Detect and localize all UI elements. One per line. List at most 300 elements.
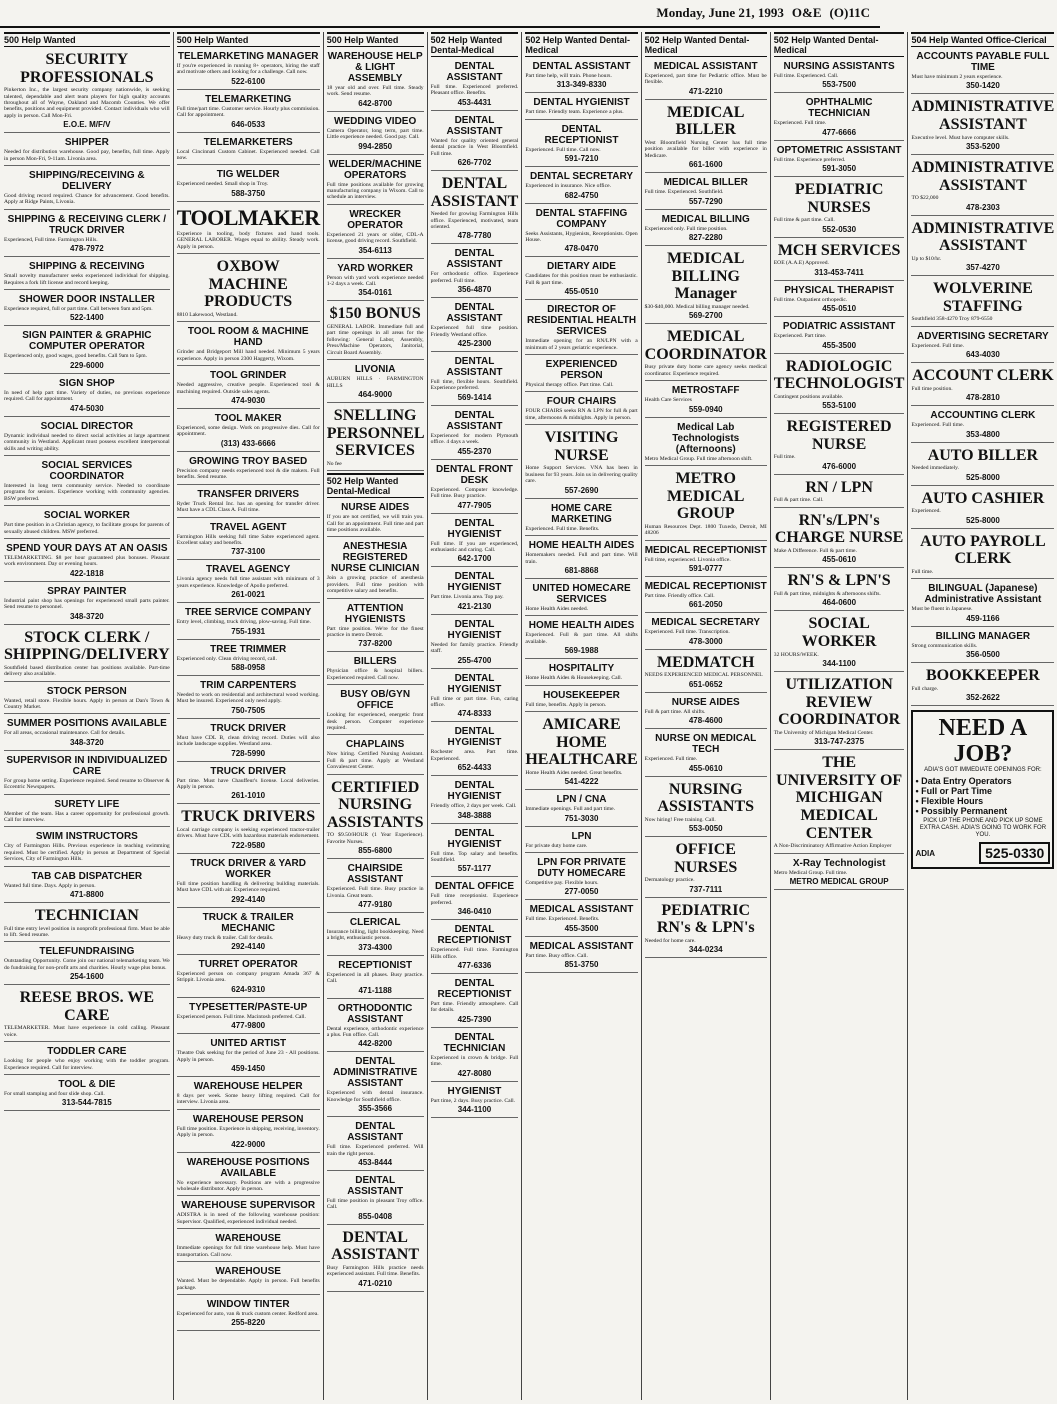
ad-body: If you are not certified, we will train you. Call for an appointment. Full time and part time positions available. [326,514,424,533]
ad-title: SPEND YOUR DAYS AT AN OASIS [6,542,168,554]
ad-body: Wanted for quality oriented general dental practice in West Bloomfield. Full time. [430,137,519,157]
ad-phone: 425-2300 [457,339,492,349]
ad-title: REGISTERED NURSE [786,418,892,453]
classified-ad [645,102,767,173]
ad-phone: 459-1450 [231,1064,266,1074]
ad-title: SNELLING PERSONNEL SERVICES [326,406,425,460]
classified-ad [4,905,170,942]
classified-ad [431,354,519,406]
classified-ad [525,259,637,300]
classified-ad [645,779,767,838]
ad-title: ATTENTION HYGIENISTS [344,602,406,625]
ad-phone: 478-2810 [965,393,1000,403]
classified-ad [4,328,170,373]
ad-title: TOOL GRINDER [210,370,287,382]
ad-phone: 478-4600 [688,716,723,726]
page-number: (O)11C [829,5,870,20]
classified-ad [177,721,320,762]
ad-body: Experienced in insurance. Nice office. [525,183,611,190]
ad-body: For private duty home care. [525,842,588,849]
classified-ad [431,1030,519,1082]
ad-phone: 313-453-7411 [814,267,864,277]
ad-body: Experienced 21 years or older, CDL-A license, good driving record. Southfield. [326,231,424,245]
ad-body: Up to $10/hr. [911,255,942,262]
ad-phone: 459-1166 [966,613,1000,623]
ad-phone: 522-6100 [231,76,266,86]
classified-ad [327,654,424,685]
ad-title: FOUR CHAIRS [546,396,617,408]
ad-body: Now hiring. Certified Nursing Assistant. Full & part time. Apply at Westland Convalescent Center. [326,751,424,771]
classified-ad [525,661,637,685]
ad-title: DENTAL HYGIENIST [533,97,630,109]
classified-ad [645,839,767,898]
classified-ad [431,724,519,776]
ad-title: SUPERVISOR IN INDIVIDUALIZED CARE [6,754,168,777]
ad-title: TODDLER CARE [47,1046,127,1058]
ad-phone: 591-7210 [564,154,599,164]
ad-body: Pinkerton Inc., the largest security company nationwide, is seeking talented, dependable and alert team players for high quality accounts throughout all of Wayne, Oakland and Macomb Counties. We offer benefits, positions and equipment provided. Contact individuals who will apply in person. Call Mon-Fri. [4,87,170,119]
ad-title: HOUSEKEEPER [543,689,620,701]
ad-body: Part time, 2 days. Busy practice. Call. [430,1097,516,1104]
classified-ad [911,581,1054,626]
classified-ad [327,539,424,598]
classified-ad [4,753,170,795]
ad-title: TAB CAB DISPATCHER [31,870,143,882]
ad-title: UNITED ARTIST [210,1038,287,1050]
ad-title: TYPESETTER/PASTE-UP [189,1001,308,1013]
ad-title: DENTAL ASSISTANT [446,114,503,137]
ad-phone: 357-4270 [965,263,1000,273]
ad-body: Industrial paint shop has openings for experienced small parts painter. Send resume to personnel. [4,597,170,611]
ad-title: UTILIZATION REVIEW COORDINATOR [778,676,901,729]
ad-title: BOOKKEEPER [925,667,1040,684]
classified-ad [911,96,1054,155]
classified-ad [774,179,905,238]
ad-title: LPN / CNA [556,794,607,806]
classified-ad [177,856,320,908]
ad-body: Heavy duty truck & trailer. Call for details. [176,934,274,941]
ad-phone: 591-0777 [688,564,723,574]
ad-phone: 455-3500 [564,923,599,933]
ad-body: Full time. If you are experienced, enthusiastic and caring. Call. [430,540,519,553]
classified-ad [911,278,1054,327]
classified-ad [911,408,1054,442]
ad-title: DENTAL HYGIENIST [447,618,502,641]
ad-phone: 455-0610 [822,555,857,565]
ad-body: Busy private duty home care agency seeks medical coordinator. Experience required. [644,364,767,377]
ad-body: Seeks Assistants, Hygienists, Receptionists. Open House. [525,230,638,244]
classified-ad [327,1173,424,1225]
classified-ad [177,764,320,805]
ad-title: BILLERS [353,656,397,668]
classified-ad [327,261,424,302]
ad-phone: 652-4433 [457,763,492,773]
classified-ad [4,716,170,750]
ad-body: Small novelty manufacturer seeks experienced individual for shipping. Requires a fork lift license and record keeping. [4,273,170,286]
ad-body: In need of help part time. Variety of duties, no previous experience required. Call for appointment. [4,389,170,403]
ad-body: Full time, experienced. Livonia office. [644,556,731,563]
ad-body: Experienced only, good wages, good benefits. Call 9am to 5pm. [4,353,148,360]
section-heading: 500 Help Wanted [4,32,170,47]
classified-ad [4,869,170,903]
ad-phone: 525-8000 [965,472,1000,482]
ad-title: LPN FOR PRIVATE DUTY HOMECARE [537,856,626,879]
ad-body: Experienced only. Full time position. [644,225,728,232]
ad-title: AMICARE HOME HEALTHCARE [525,715,638,769]
ad-title: SHIPPING/RECEIVING & DELIVERY [29,170,145,193]
ad-body: Ryder Truck Rental Inc. has an opening for transfer driver. Must have a CDL Class A. Full time. [176,500,320,514]
ad-body: Immediate openings for full time warehouse help. Must have transportation. Call now. [176,1245,320,1258]
ad-title: OFFICE NURSES [674,841,738,876]
ad-body: Farmington Hills seeking full time Sabre experienced agent. Excellent salary and benefits. [176,533,320,546]
classified-ad [525,501,637,536]
ad-title: NURSE AIDES [341,502,410,514]
ad-body: Experienced person on company program Amada 367 & Strippit. Livonia area. [176,971,320,984]
ad-title: CHAIRSIDE ASSISTANT [347,863,404,886]
ad-body: Experienced. Computer knowledge. Full time. Busy practice. [430,486,519,500]
ad-phone: 478-2303 [965,202,1000,212]
ad-title: WAREHOUSE [215,1266,281,1278]
ad-title: NURSE ON MEDICAL TECH [655,733,757,756]
ad-body: Full time or part time. Fun, caring office. [430,695,519,708]
classified-ad [431,976,519,1028]
ad-title: WRECKER OPERATOR [347,208,404,231]
classified-ad [431,113,519,171]
ad-body: Home Support Services. VNA has been in business for 93 years. Join us in delivering quality care. [525,465,638,485]
classified-ad [4,987,170,1042]
ad-title: TELEFUNDRAISING [39,946,135,958]
ad-phone: 557-2690 [564,485,599,495]
ad-title: TECHNICIAN [34,907,139,925]
ad-body: Full time position. Experience in shipping, receiving, inventory. Apply in person. [176,1125,320,1139]
ad-phone: 722-9580 [231,840,266,850]
ad-body: Experienced only. Clean driving record, call. [176,655,277,662]
ad-body: TELEMARKETER. Must have experience in cold calling. Pleasant voice. [4,1025,170,1038]
ad-title: TURRET OPERATOR [198,959,298,970]
ad-title: MEDICAL BILLER [663,177,748,189]
ad-title: SOCIAL WORKER [801,615,877,650]
ad-title: RADIOLOGIC TECHNOLOGIST [773,357,905,393]
ad-title: BUSY OB/GYN OFFICE [340,689,411,712]
paper-name: O&E [791,5,822,20]
ad-phone: 569-2700 [688,311,723,321]
ad-phone: 553-5100 [822,401,857,411]
ad-title: TRANSFER DRIVERS [197,488,300,500]
classified-ad [911,665,1054,706]
ad-body: Full time. [773,454,796,461]
ad-title: MEDICAL ASSISTANT [529,904,634,916]
ad-title: SHIPPING & RECEIVING CLERK / TRUCK DRIVER [7,213,167,236]
classified-ad [327,303,424,360]
ad-phone: 455-2370 [457,446,492,456]
ad-title: DENTAL SECRETARY [530,171,633,183]
ad-body: Competitive pay. Flexible hours. [525,879,599,886]
ad-title: $150 BONUS [329,305,421,323]
classified-ad [4,292,170,326]
ad-phone: 313-349-8330 [556,80,607,90]
ad-title: AUTO PAYROLL CLERK [920,532,1046,568]
ad-title: MEDICAL ASSISTANT [653,61,758,72]
ad-title: DENTAL ASSISTANT [347,1121,404,1144]
ad-title: TRUCK & TRAILER MECHANIC [202,911,294,934]
ad-body: AUBURN HILLS · FARMINGTON HILLS [326,376,424,389]
classified-ad [525,206,637,258]
ad-body: Dynamic individual needed to direct social activities at large apartment community in Westland. Applicant must possess excellent interpersonal skills and writing ability. [4,432,170,452]
ad-body: Experienced. Part time. [773,333,827,340]
ad-phone: 750-7505 [231,705,266,715]
ad-phone: 356-4870 [457,285,492,295]
ad-title: DENTAL TECHNICIAN [443,1031,506,1054]
ad-phone: 553-0050 [688,824,723,834]
classified-ad [177,454,320,485]
ad-title: DENTAL OFFICE [434,881,515,893]
ad-title: HOME CARE MARKETING [550,502,613,525]
ad-title: ADMINISTRATIVE ASSISTANT [911,159,1055,194]
ad-phone: 455-3500 [822,340,857,350]
ad-phone: 254-1600 [69,972,104,982]
ad-title: TOOL MAKER [214,413,282,425]
classified-ad [177,910,320,955]
ad-title: DENTAL ASSISTANT [446,248,503,271]
classified-ad [327,737,424,774]
classified-ad [431,922,519,974]
ad-title: DENTAL RECEPTIONIST [437,924,512,947]
ad-phone: 651-0652 [688,679,723,689]
ad-title: WAREHOUSE HELPER [193,1081,303,1093]
ad-title: WAREHOUSE PERSON [192,1113,304,1125]
ad-body: Full time. Experienced preferred. Will train the right person. [326,1144,424,1157]
ad-body: ADISTRA is in need of the following warehouse position: Supervisor. Qualified, experienced individual needed. [176,1212,320,1225]
ad-body: Experienced. Full time. Busy practice in Livonia. Great team. [326,886,424,899]
classified-ad [4,458,170,506]
ad-title: STOCK CLERK / SHIPPING/DELIVERY [4,628,170,664]
section-heading: 502 Help Wanted Dental-Medical [645,32,767,57]
ad-title: X-Ray Technologist [792,857,886,869]
ad-title: BILLING MANAGER [935,630,1031,642]
ad-body: Full time. Experienced. Call. [773,73,839,79]
classified-ad [911,157,1054,216]
ad-title: MEDICAL BILLING Manager [667,250,745,303]
classified-ad [327,157,424,205]
ad-phone: 827-2280 [688,233,723,243]
ad-body: Needed to work on residential and architectural wood working. Must be insured. Experienced only need apply. [176,691,320,705]
classified-ad [525,581,637,616]
classified-ad [327,601,424,653]
ad-title: DENTAL FRONT DESK [436,463,513,486]
ad-title: CHAPLAINS [345,739,405,751]
ad-title: MEDICAL RECEPTIONIST [644,581,767,593]
ad-title: DENTAL ASSISTANT [430,175,519,210]
ad-phone: 661-1600 [688,160,723,170]
ad-body: Experienced with dental insurance. Knowledge for Southfield office. [326,1090,424,1103]
ad-body: Full & part time. All shifts. [644,708,706,715]
ad-body: Wanted, retail store. Flexible hours. Apply in person at Dan's Town & Country Market. [4,697,170,710]
ad-phone: 474-8333 [457,709,492,719]
classified-ad [774,752,905,853]
ad-body: For all areas, occasional maintenance. Call for details. [4,730,126,737]
ad-phone: 728-5990 [231,748,266,758]
ad-phone: 626-7702 [457,158,492,168]
ad-body: Experienced person. Full time. Macintosh preferred. Call. [176,1013,306,1020]
adia-contact [915,842,1050,864]
classified-ad [4,419,170,456]
ad-title: SURETY LIFE [54,798,120,810]
classified-ad [327,915,424,956]
ad-phone: 588-0958 [231,662,266,672]
ad-body: Full time. Experienced. Southfield. [644,189,724,196]
classified-ad [911,49,1054,94]
adia-phone: 525-0330 [979,842,1050,864]
ad-phone: 313-747-2375 [814,737,865,747]
ad-body: FOUR CHAIRS seeks RN & LPN for full & part time, afternoons & midnights. Apply in person. [525,408,638,421]
ad-body: Full time position. [911,385,953,392]
ad-title: DENTAL STAFFING COMPANY [535,207,628,230]
ad-body: Human Resources Dept. 1800 Tuxedo, Detroit, MI 48206 [644,523,767,537]
classified-ad [327,405,424,471]
ad-title: SOCIAL WORKER [43,510,130,522]
ad-body: Person with yard work experience needed 1-2 days a week. Call. [326,274,424,288]
classified-ad [431,778,519,823]
ad-body: Must be fluent in Japanese. [911,606,973,613]
ad-title: TELEMARKETING MANAGER [177,51,319,62]
classified-columns [4,32,1055,1400]
ad-title: MEDICAL BILLING [661,213,750,225]
classified-ad [177,1036,320,1077]
classified-ad [4,508,170,539]
classified-ad [645,248,767,324]
ad-body: Needed immediately. [911,465,959,472]
classified-ad [645,175,767,209]
ad-title: EXPERIENCED PERSON [545,359,618,382]
ad-body: Must have CDL B, clean driving record. Duties will also include landscape supplies. Westland area. [176,734,320,748]
ad-title: TRUCK DRIVER [210,765,286,777]
ad-title: GROWING TROY BASED [189,455,308,467]
ad-body: Rochester area. Part time. Experienced. [430,749,519,762]
classified-ad [4,212,170,257]
classified-ad [525,688,637,712]
ad-body: Join a growing practice of anesthesia providers. Full time position with competitive salary and benefits. [326,575,424,595]
classified-ad [645,326,767,381]
ad-title: TELEMARKETERS [203,136,293,148]
classified-ad [525,538,637,579]
classified-ad [774,510,905,569]
classified-ad [4,259,170,290]
column-2 [177,32,324,1400]
ad-phone: 755-1931 [231,626,266,636]
ad-body: If you're experienced in running 8+ operators, hiring the staff and motivate others and looking for a challenge. Call now. [176,63,320,76]
ad-body: Full time, benefits. Apply in person. [525,701,607,708]
ad-title: TRAVEL AGENCY [206,564,291,576]
adia-need-a-job-ad [911,710,1054,869]
ad-title: CERTIFIED NURSING ASSISTANTS [326,778,424,831]
ad-body: Experienced, part time for Pediatric office. Must be flexible. [644,73,767,86]
classified-ad [774,613,905,672]
ad-body: Full time, flexible hours. Southfield. Experience preferred. [430,379,519,392]
ad-body: No fee [326,460,342,467]
page-masthead [0,0,880,28]
ad-body: For small stamping and four slide shop. Call. [4,1091,105,1098]
classified-ad [525,939,637,973]
ad-phone: 682-4750 [564,190,599,200]
ad-title: ADVERTISING SECRETARY [917,330,1049,342]
classified-ad [177,167,320,201]
ad-body: Metro Medical Group. Full time. [773,869,848,876]
classified-ad [645,59,767,100]
ad-body: 8810 Lakewood, Westland. [176,312,238,319]
section-heading: 504 Help Wanted Office-Clerical [911,32,1054,47]
classified-ad [525,357,637,392]
classified-ad [774,240,905,281]
classified-ad [525,792,637,826]
ad-title: DIETARY AIDE [547,261,616,273]
ad-body: EOE (A.A.E) Approved. [773,260,829,267]
classified-ad [177,324,320,366]
classified-ad [525,95,637,119]
classified-ad [327,207,424,259]
classified-ad [431,879,519,920]
classified-ad [431,569,519,614]
ad-body: Camera Operator, long term, part time. Little experience needed. Good pay. Call. [326,127,424,141]
ad-phone: 681-8868 [564,565,599,575]
classified-ad [525,427,637,498]
classified-ad [177,92,320,133]
ad-phone: 643-4030 [965,350,1000,360]
ad-title: DENTAL HYGIENIST [447,827,502,850]
classified-ad [431,408,519,460]
classified-ad [327,1119,424,1171]
ad-body: Full time positions available for growing manufacturing company in Wixom. Call to schedule an interview. [326,181,424,201]
ad-title: PHYSICAL THERAPIST [784,284,895,296]
ad-body: Needed for home care. [644,938,696,945]
ad-body: Dermatology practice. [644,877,695,884]
ad-phone: 453-4431 [457,97,492,107]
ad-body: Part time. Friendly team. Experience a plus. [525,109,624,116]
ad-phone: 255-8220 [231,1318,266,1328]
classified-ad [525,618,637,659]
ad-body: Local Cincinnati Custom Cabinet. Experienced needed. Call now. [176,148,320,162]
ad-phone: 344-1100 [822,659,856,668]
ad-body: Precision company needs experienced tool & die makers. Full benefits. Send resume. [176,467,320,481]
ad-phone: 477-6336 [457,961,492,970]
ad-title: SIGN SHOP [59,377,115,389]
list-item: • Full or Part Time [915,786,1050,796]
column-1 [4,32,174,1400]
ad-phone: 569-1414 [457,392,492,402]
ad-phone: 471-0210 [358,1278,393,1288]
ad-body: Part time. Must have Chauffeur's license. Local deliveries. Apply in person. [176,777,320,790]
ad-phone: 422-9000 [231,1139,266,1149]
classified-ad [327,861,424,913]
ad-body: Full & part time. Call. [773,497,824,504]
ad-title: WAREHOUSE HELP & LIGHT ASSEMBLY [327,51,423,84]
ad-title: MEDICAL BILLER [667,103,745,139]
section-heading: 502 Help Wanted Dental-Medical [774,32,905,57]
ad-phone: 476-6000 [822,461,857,471]
ad-phone: 855-0408 [358,1211,393,1221]
classified-ad [525,302,637,355]
ad-title: DENTAL RECEPTIONIST [544,123,619,146]
ad-phone: 348-3720 [69,611,104,621]
ad-body: Experienced, some design. Work on progressive dies. Call for appointment. [176,425,320,438]
ad-phone: 455-0510 [822,304,857,314]
ad-body: Looking for people who enjoy working with the toddler program. Experience required. Call for interview. [4,1058,170,1071]
ad-title: TRUCK DRIVER [210,722,286,734]
classified-ad [177,605,320,639]
classified-ad [177,1198,320,1229]
classified-ad [4,944,170,985]
ad-phone: 541-4222 [564,777,599,787]
ad-body: Part time help, will train. Phone hours. [525,73,612,79]
